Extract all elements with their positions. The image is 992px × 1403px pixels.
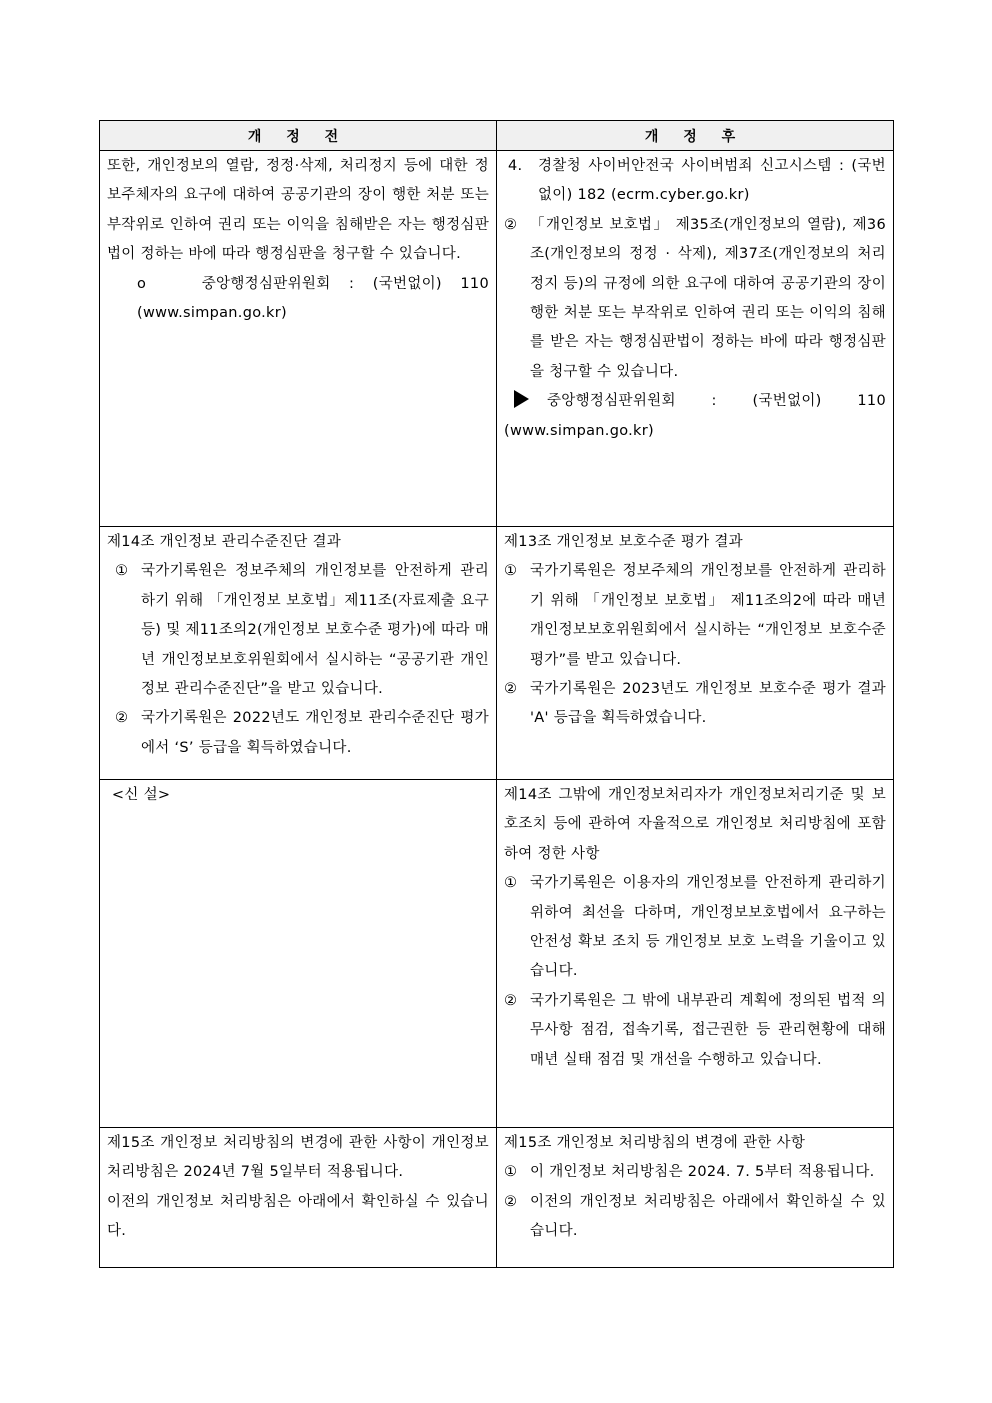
article-title: 제13조 개인정보 보호수준 평가 결과 [504,534,743,550]
article-title: 제14조 개인정보 관리수준진단 결과 [107,534,342,550]
list-item [504,987,886,1075]
item-text: 국가기록원은 그 밖에 내부관리 계획에 정의된 법적 의무사항 점검, 접속기록, 접근권한 등 관리현황에 대해 매년 실태 점검 및 개선을 수행하고 있습니다. [530,992,886,1068]
item-number: ② [115,710,129,727]
item-text: 국가기록원은 정보주체의 개인정보를 안전하게 관리하기 위해 「개인정보 보호법」 제11조의2에 따라 매년 개인정보보호위원회에서 실시하는 “개인정보 보호수준 평가”를 받고 있습니다. [530,563,886,668]
list-item [504,675,886,734]
new-provision-label: <신 설> [107,787,171,803]
list-item [504,152,886,211]
item-text: 이 개인정보 처리방침은 2024. 7. 5부터 적용됩니다. [530,1164,875,1181]
paragraph: 이전의 개인정보 처리방침은 아래에서 확인하실 수 있습니다. [107,1193,489,1240]
cell-before [100,527,497,780]
item-text: 경찰청 사이버안전국 사이버범죄 신고시스템 : (국번없이) 182 (ecrm.cyber.go.kr) [538,158,886,204]
bullet-o: o [137,275,147,292]
list-item [504,1158,886,1187]
list-item [504,557,886,675]
item-number: ① [504,1164,518,1181]
item-number: ① [115,563,129,580]
item-text: 국가기록원은 2022년도 개인정보 관리수준진단 평가에서 ‘S’ 등급을 획득하였습니다. [141,710,489,756]
cell-after [497,151,894,527]
paragraph: 제15조 개인정보 처리방침의 변경에 관한 사항이 개인정보 처리방침은 2024년 7월 5일부터 적용됩니다. [107,1135,489,1181]
table-row [100,527,894,780]
document-page [99,120,893,1268]
cell-after [497,1128,894,1268]
list-item [504,211,886,387]
cell-before [100,780,497,1128]
item-text: 「개인정보 보호법」 제35조(개인정보의 열람), 제36조(개인정보의 정정 · 삭제), 제37조(개인정보의 처리정지 등)의 규정에 의한 요구에 대하여 공공기관의 장이 행한 처분 또는 부작위로 인하여 권리 또는 이익의 침해를 받은 자는 행정심판법이 정하는 바에 따라 행정심판을 청구할 수 있습니다. [530,216,886,380]
item-text: 이전의 개인정보 처리방침은 아래에서 확인하실 수 있습니다. [530,1193,886,1240]
item-number: ① [504,563,518,580]
contact-text: 중앙행정심판위원회 : (국번없이) 110 (www.simpan.go.kr) [504,393,886,439]
article-title: 제15조 개인정보 처리방침의 변경에 관한 사항 [504,1135,806,1151]
header-after: 개 정 후 [497,121,894,151]
item-number: ② [504,992,518,1009]
list-item [504,869,886,987]
article-title: 제14조 그밖에 개인정보처리자가 개인정보처리기준 및 보호조치 등에 관하여 자율적으로 개인정보 처리방침에 포함하여 정한 사항 [504,787,886,862]
revision-comparison-table [99,120,894,1268]
item-number: 4. [508,158,523,174]
contact-line [504,387,886,446]
item-number: ② [504,1193,518,1210]
item-number: ② [504,216,518,233]
item-number: ② [504,681,518,698]
contact-text: 중앙행정심판위원회 : (국번없이) 110 (www.simpan.go.kr) [137,275,489,322]
header-before: 개 정 전 [100,121,497,151]
item-number: ① [504,875,518,892]
cell-before [100,151,497,527]
header-row [100,121,894,151]
list-item [504,1188,886,1247]
list-item [115,704,489,763]
table-row [100,1128,894,1268]
cell-after [497,780,894,1128]
list-item [115,557,489,704]
cell-before [100,1128,497,1268]
triangle-right-icon [514,390,529,408]
cell-after [497,527,894,780]
item-text: 국가기록원은 정보주체의 개인정보를 안전하게 관리하기 위해 「개인정보 보호법」제11조(자료제출 요구 등) 및 제11조의2(개인정보 보호수준 평가)에 따라 매년 개인정보보호위원회에서 실시하는 “공공기관 개인정보 관리수준진단”을 받고 있습니다. [141,563,489,698]
item-text: 국가기록원은 2023년도 개인정보 보호수준 평가 결과 'A' 등급을 획득하였습니다. [530,681,886,727]
item-text: 국가기록원은 이용자의 개인정보를 안전하게 관리하기 위하여 최선을 다하며, 개인정보보호법에서 요구하는 안전성 확보 조치 등 개인정보 보호 노력을 기울이고 있습니다. [530,875,886,980]
contact-line [107,270,489,329]
table-row [100,780,894,1128]
paragraph: 또한, 개인정보의 열람, 정정·삭제, 처리정지 등에 대한 정보주체자의 요구에 대하여 공공기관의 장이 행한 처분 또는 부작위로 인하여 권리 또는 이익을 침해받은 자는 행정심판법이 정하는 바에 따라 행정심판을 청구할 수 있습니다. [107,158,489,263]
table-row [100,151,894,527]
